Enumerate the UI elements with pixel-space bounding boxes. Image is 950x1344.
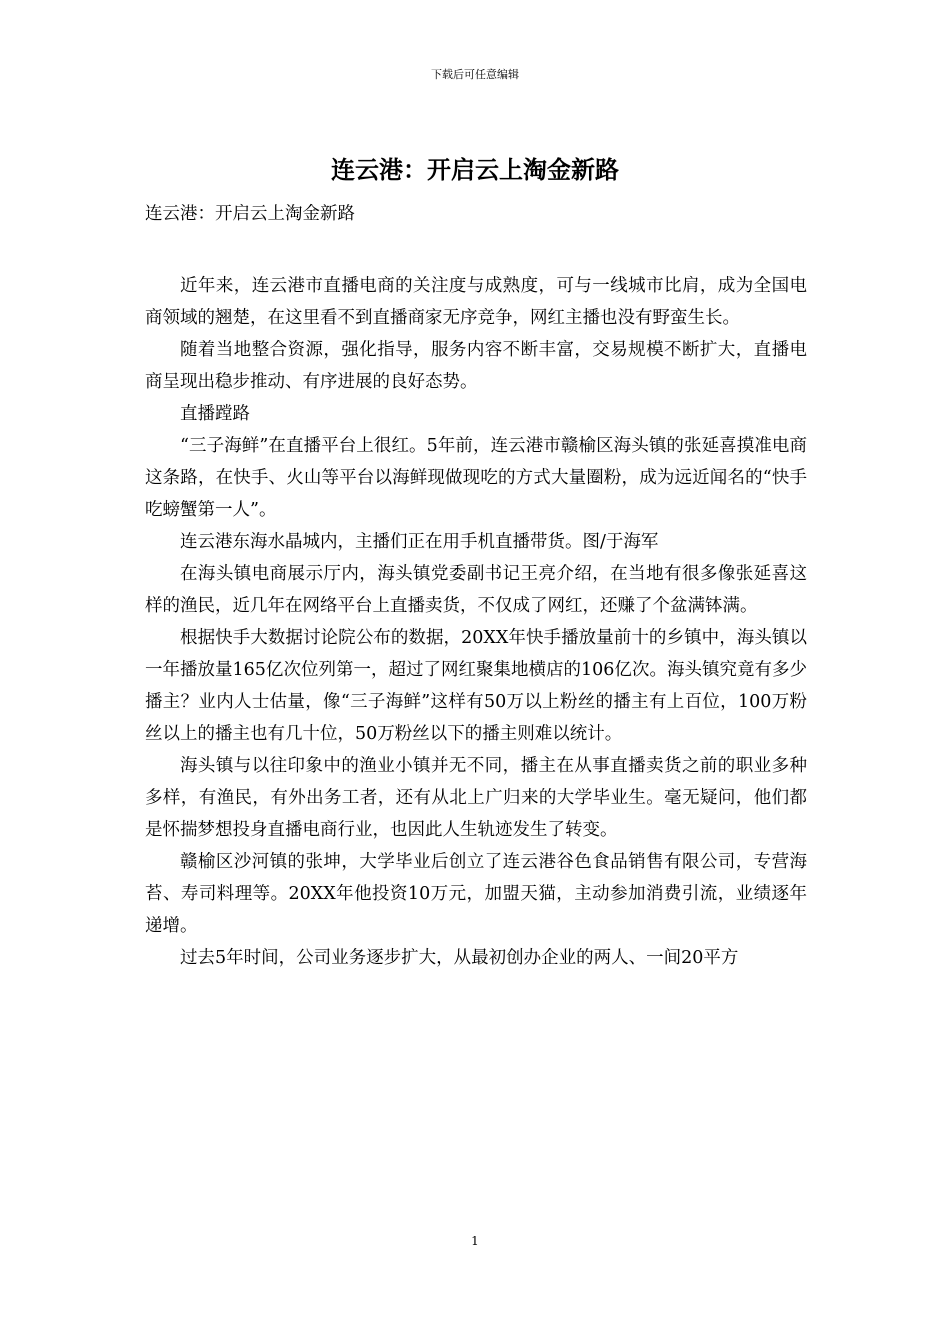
document-subtitle: 连云港：开启云上淘金新路 bbox=[145, 204, 355, 224]
section-heading: 直播蹚路 bbox=[180, 404, 250, 424]
paragraph: 海头镇与以往印象中的渔业小镇并无不同，播主在从事直播卖货之前的职业多种多样，有渔民，有外出务工者，还有从北上广归来的大学毕业生。毫无疑问，他们都是怀揣梦想投身直播电商行业，也因此人生轨迹发生了转变。 bbox=[145, 756, 807, 840]
paragraph: 近年来，连云港市直播电商的关注度与成熟度，可与一线城市比肩，成为全国电商领域的翘楚，在这里看不到直播商家无序竞争，网红主播也没有野蛮生长。 bbox=[145, 276, 807, 328]
image-caption: 连云港东海水晶城内，主播们正在用手机直播带货。图/于海军 bbox=[180, 532, 659, 552]
page-number: 1 bbox=[471, 1234, 479, 1248]
paragraph: 赣榆区沙河镇的张坤，大学毕业后创立了连云港谷色食品销售有限公司，专营海苔、寿司料理等。20XX年他投资10万元，加盟天猫，主动参加消费引流，业绩逐年递增。 bbox=[145, 852, 807, 936]
page-header-note: 下载后可任意编辑 bbox=[431, 68, 519, 81]
document-body bbox=[145, 270, 807, 974]
document-title: 连云港：开启云上淘金新路 bbox=[331, 155, 619, 184]
paragraph: 过去5年时间，公司业务逐步扩大，从最初创办企业的两人、一间20平方 bbox=[180, 948, 739, 968]
paragraph: 在海头镇电商展示厅内，海头镇党委副书记王亮介绍，在当地有很多像张延喜这样的渔民，近几年在网络平台上直播卖货，不仅成了网红，还赚了个盆满钵满。 bbox=[145, 564, 807, 616]
paragraph: “三子海鲜”在直播平台上很红。5年前，连云港市赣榆区海头镇的张延喜摸准电商这条路，在快手、火山等平台以海鲜现做现吃的方式大量圈粉，成为远近闻名的“快手吃螃蟹第一人”。 bbox=[145, 436, 807, 520]
paragraph: 随着当地整合资源，强化指导，服务内容不断丰富，交易规模不断扩大，直播电商呈现出稳步推动、有序进展的良好态势。 bbox=[145, 340, 807, 392]
paragraph: 根据快手大数据讨论院公布的数据，20XX年快手播放量前十的乡镇中，海头镇以一年播放量165亿次位列第一，超过了网红聚集地横店的106亿次。海头镇究竟有多少播主？业内人士估量，像“三子海鲜”这样有50万以上粉丝的播主有上百位，100万粉丝以上的播主也有几十位，50万粉丝以下的播主则难以统计。 bbox=[145, 628, 807, 744]
